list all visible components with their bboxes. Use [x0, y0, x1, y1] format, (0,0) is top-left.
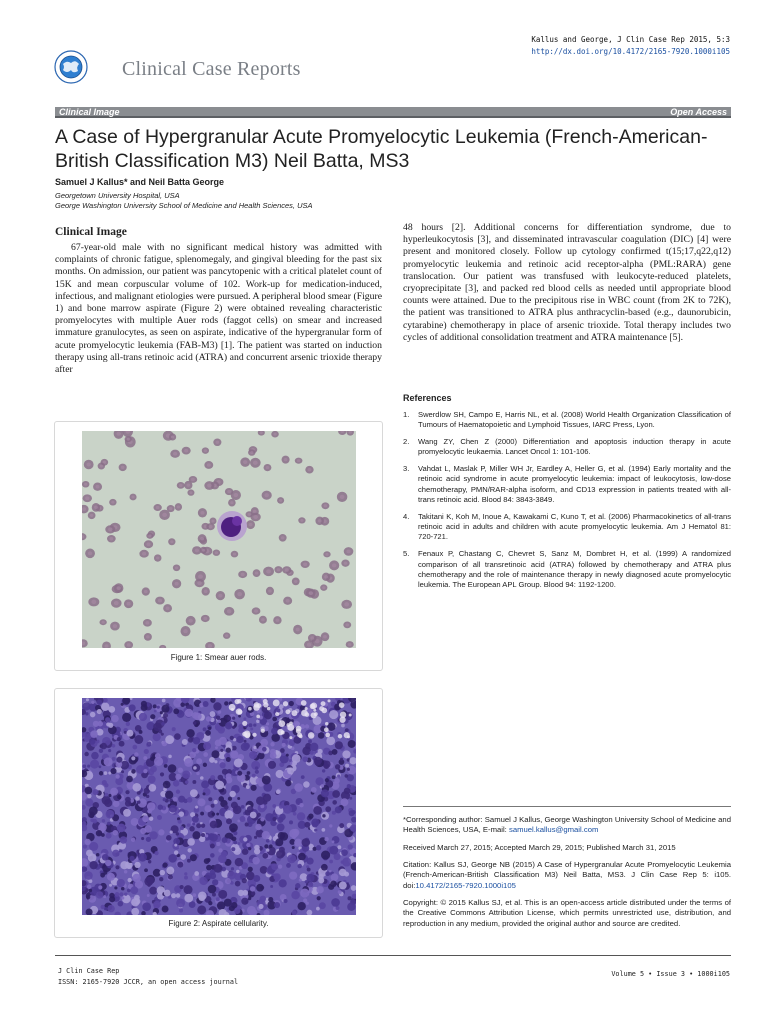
open-access-label: Open Access: [670, 107, 727, 117]
reference-list: [403, 410, 731, 597]
citation-doi-link[interactable]: 10.4172/2165-7920.1000i105: [415, 880, 516, 890]
citation-note: Citation: Kallus SJ, George NB (2015) A Case of Hypergranular Acute Promyelocytic Leukemia (French-American-British Classification M3) Neil Batta, MS3. J Clin Case Rep 5: i105. doi:10.4172/2165-7920.1000i105: [403, 860, 731, 890]
footer-journal-info: [58, 966, 238, 988]
citation-line: Kallus and George, J Clin Case Rep 2015, 5:3: [531, 35, 730, 44]
figure-caption: Figure 1: Smear auer rods.: [170, 653, 267, 662]
body-paragraph: 67-year-old male with no significant medical history was admitted with complaints of chronic fatigue, splenomegaly, and gingival bleeding for the past six months. On admission, our patient was pancytopenic with a critical platelet count of 15K and mean corpuscular volume of 102. Work-up for medication-induced, infectious, and malignant etiologies were pursued. A peripheral blood smear (Figure 1) and bone marrow aspirate (Figure 2) were obtained revealing characteristic promyelocytes with multiple Auer rods (faggot cells) on smear and increased immature granulocytes, as seen on aspirate, indicative of the hypergranular form of acute promyelocytic leukemia (FAB-M3) [1]. The patient was started on induction therapy using all-trans retinoic acid (ATRA) and concurrent arsenic trioxide therapy after: [55, 242, 382, 376]
article-type-label: Clinical Image: [59, 107, 120, 117]
article-title: A Case of Hypergranular Acute Promyelocytic Leukemia (French-American-British Classification M3) Neil Batta, MS3: [55, 126, 708, 172]
notes-divider: [403, 806, 731, 807]
section-heading: Clinical Image: [55, 226, 127, 238]
header-citation: [531, 34, 730, 58]
reference-item: 4. Takitani K, Koh M, Inoue A, Kawakami C, Kuno T, et al. (2006) Pharmacokinetics of all-trans retinoic acid in adults and children with acute promyelocytic leukemia. Am J Hematol 81: 720-721.: [403, 511, 731, 542]
journal-name: Clinical Case Reports: [122, 58, 301, 80]
publication-dates: Received March 27, 2015; Accepted March 29, 2015; Published March 31, 2015: [403, 843, 676, 852]
footer-volume: Volume 5 • Issue 3 • 1000i105: [611, 970, 730, 978]
footer-divider: [55, 955, 731, 956]
blood-smear-image: [82, 431, 356, 648]
bone-marrow-aspirate-image: [82, 698, 356, 915]
copyright-note: Copyright: © 2015 Kallus SJ, et al. This is an open-access article distributed under the terms of the Creative Commons Attribution License, which permits unrestricted use, distribution, and reproduction in any medium, provided the original author and source are credited.: [403, 898, 731, 928]
email-link[interactable]: samuel.kallus@gmail.com: [508, 825, 599, 835]
corresponding-author-note: *Corresponding author: Samuel J Kallus, George Washington University School of Medicine and Health Sciences, USA, E-mail: samuel.kallus@gmail.com: [403, 815, 731, 835]
affiliation: Georgetown University Hospital, USA: [55, 191, 180, 200]
figure-caption: Figure 2: Aspirate cellularity.: [168, 919, 269, 928]
footer-journal: J Clin Case Rep: [58, 967, 120, 975]
body-paragraph: 48 hours [2]. Additional concerns for differentiation syndrome, due to hyperleukocytosis [3], and disseminated intravascular coagulation (DIC) [4] were present and monitored closely. Follow up cytology confirmed t(15;17,q22,q12) promyelocytic leukemia and retinoic acid receptor-alpha (PML:RARA) gene translocation. Our patient was transfused with leukocyte-reduced platelets, cryoprecipitate [3], and packed red blood cells as needed until appropriate blood counts were attained. Due to the precipitous rise in WBC count (from 2K to 72K), the patient was transitioned to ATRA plus anthracyclin-based (e.g., daunorubicin, cytarabine) chemotherapy in place of arsenic trioxide. Total therapy includes two cycles of additional consolidation treatment and ATRA maintenance [5].: [403, 222, 731, 343]
reference-item: 3. Vahdat L, Maslak P, Miller WH Jr, Eardley A, Heller G, et al. (1994) Early mortality and the retinoic acid syndrome in acute promyelocytic leukemia: impact of leukocytosis, low-dose chemotherapy, PMN/RAR-alpha isoform, and CD13 expression in patients treated with all-trans retinoic acid. Blood 84: 3843-3849.: [403, 464, 731, 505]
reference-item: 5. Fenaux P, Chastang C, Chevret S, Sanz M, Dombret H, et al. (1999) A randomized comparison of all transretinoic acid (ATRA) followed by chemotherapy and ATRA plus chemotherapy and the role of maintenance therapy in newly diagnosed acute promyelocytic leukemia. The European APL Group. Blood 94: 1192-1200.: [403, 549, 731, 590]
reference-item: 1. Swerdlow SH, Campo E, Harris NL, et al. (2008) World Health Organization Classification of Tumours of Haematopoietic and Lymphoid Tissues, IARC Press, Lyon.: [403, 410, 731, 430]
doi-link[interactable]: http://dx.doi.org/10.4172/2165-7920.1000i105: [531, 47, 730, 56]
publisher-logo-icon: [54, 50, 88, 84]
references-heading: References: [403, 393, 452, 403]
figure-2: [54, 688, 383, 938]
figure-1: [54, 421, 383, 671]
reference-item: 2. Wang ZY, Chen Z (2000) Differentiation and apoptosis induction therapy in acute promyelocytic leukaemia. Lancet Oncol 1: 101-106.: [403, 437, 731, 457]
article-type-banner: [55, 107, 731, 118]
affiliation: George Washington University School of Medicine and Health Sciences, USA: [55, 201, 313, 210]
footer-issn: ISSN: 2165-7920 JCCR, an open access journal: [58, 978, 239, 986]
author-list: Samuel J Kallus* and Neil Batta George: [55, 177, 225, 187]
